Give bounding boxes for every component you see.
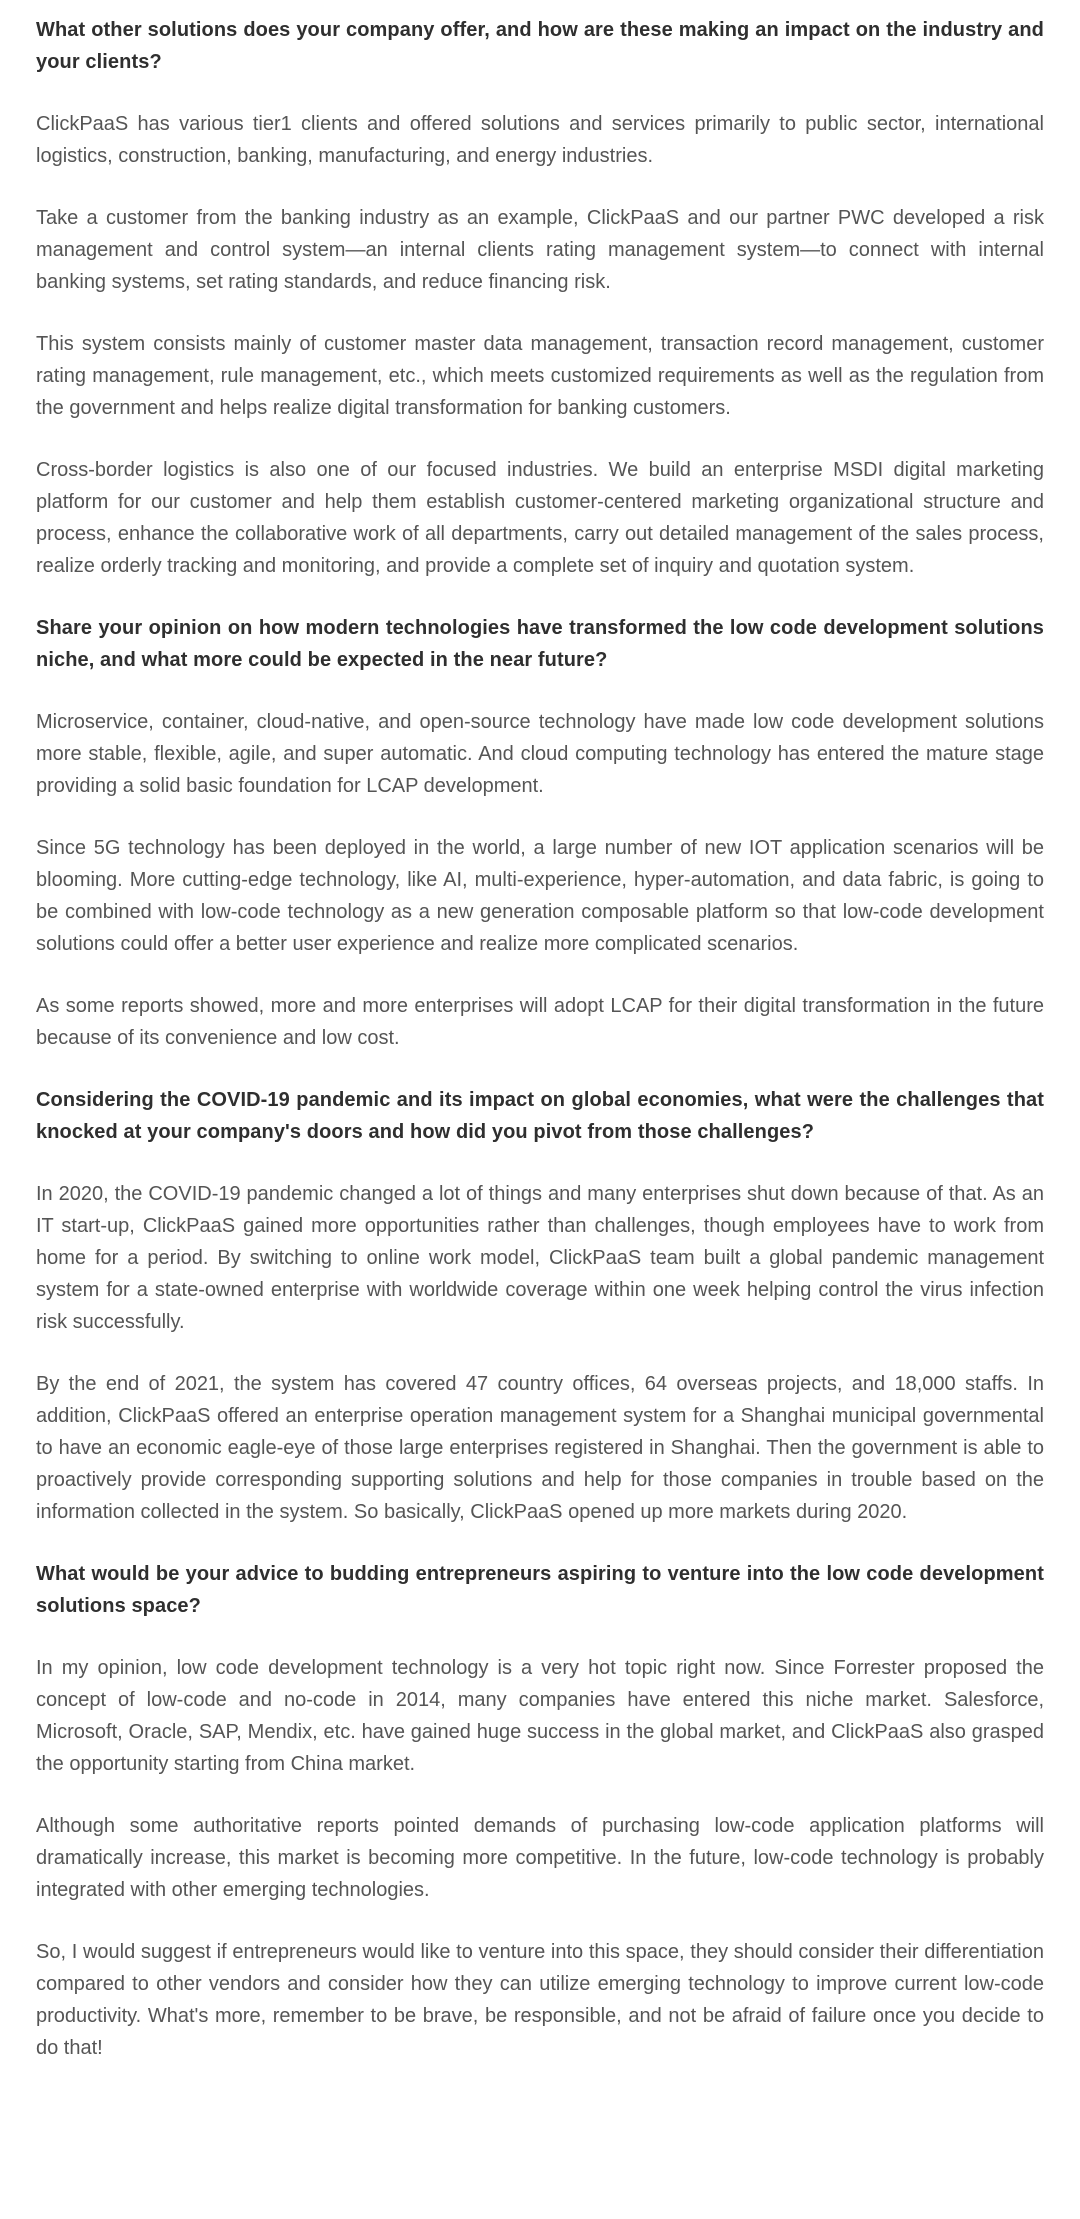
- answer-paragraph: In my opinion, low code development technology is a very hot topic right now. Since Forrester proposed the concept of low-code and no-code in 2014, many companies have entered this niche market. Salesforce, Microsoft, Oracle, SAP, Mendix, etc. have gained huge success in the global market, and ClickPaaS also grasped the opportunity starting from China market.: [36, 1657, 1044, 1775]
- answer-paragraph: Although some authoritative reports pointed demands of purchasing low-code application platforms will dramatically increase, this market is becoming more competitive. In the future, low-code technology is probably integrated with other emerging technologies.: [36, 1815, 1044, 1901]
- question-heading: What other solutions does your company offer, and how are these making an impact on the industry and your clients?: [36, 19, 1044, 73]
- answer-paragraph: Since 5G technology has been deployed in the world, a large number of new IOT application scenarios will be blooming. More cutting-edge technology, like AI, multi-experience, hyper-automation, and data fabric, is going to be combined with low-code technology as a new generation composable platform so that low-code development solutions could offer a better user experience and realize more complicated scenarios.: [36, 837, 1044, 955]
- answer-paragraph: Take a customer from the banking industry as an example, ClickPaaS and our partner PWC developed a risk management and control system—an internal clients rating management system—to connect with internal banking systems, set rating standards, and reduce financing risk.: [36, 207, 1044, 293]
- question-heading: What would be your advice to budding entrepreneurs aspiring to venture into the low code development solutions space?: [36, 1563, 1044, 1617]
- answer-paragraph: So, I would suggest if entrepreneurs would like to venture into this space, they should consider their differentiation compared to other vendors and consider how they can utilize emerging technology to improve current low-code productivity. What's more, remember to be brave, be responsible, and not be afraid of failure once you decide to do that!: [36, 1941, 1044, 2059]
- answer-paragraph: ClickPaaS has various tier1 clients and offered solutions and services primarily to public sector, international logistics, construction, banking, manufacturing, and energy industries.: [36, 113, 1044, 167]
- answer-paragraph: By the end of 2021, the system has covered 47 country offices, 64 overseas projects, and 18,000 staffs. In addition, ClickPaaS offered an enterprise operation management system for a Shanghai municipal governmental to have an economic eagle-eye of those large enterprises registered in Shanghai. Then the government is able to proactively provide corresponding supporting solutions and help for those companies in trouble based on the information collected in the system. So basically, ClickPaaS opened up more markets during 2020.: [36, 1373, 1044, 1523]
- answer-paragraph: This system consists mainly of customer master data management, transaction record management, customer rating management, rule management, etc., which meets customized requirements as well as the regulation from the government and helps realize digital transformation for banking customers.: [36, 333, 1044, 419]
- answer-paragraph: As some reports showed, more and more enterprises will adopt LCAP for their digital transformation in the future because of its convenience and low cost.: [36, 995, 1044, 1049]
- answer-paragraph: In 2020, the COVID-19 pandemic changed a lot of things and many enterprises shut down because of that. As an IT start-up, ClickPaaS gained more opportunities rather than challenges, though employees have to work from home for a period. By switching to online work model, ClickPaaS team built a global pandemic management system for a state-owned enterprise with worldwide coverage within one week helping control the virus infection risk successfully.: [36, 1183, 1044, 1333]
- question-heading: Considering the COVID-19 pandemic and its impact on global economies, what were the challenges that knocked at your company's doors and how did you pivot from those challenges?: [36, 1089, 1044, 1143]
- question-heading: Share your opinion on how modern technologies have transformed the low code development solutions niche, and what more could be expected in the near future?: [36, 617, 1044, 671]
- answer-paragraph: Cross-border logistics is also one of our focused industries. We build an enterprise MSDI digital marketing platform for our customer and help them establish customer-centered marketing organizational structure and process, enhance the collaborative work of all departments, carry out detailed management of the sales process, realize orderly tracking and monitoring, and provide a complete set of inquiry and quotation system.: [36, 459, 1044, 577]
- interview-article: [36, 0, 1044, 2092]
- answer-paragraph: Microservice, container, cloud-native, and open-source technology have made low code development solutions more stable, flexible, agile, and super automatic. And cloud computing technology has entered the mature stage providing a solid basic foundation for LCAP development.: [36, 711, 1044, 797]
